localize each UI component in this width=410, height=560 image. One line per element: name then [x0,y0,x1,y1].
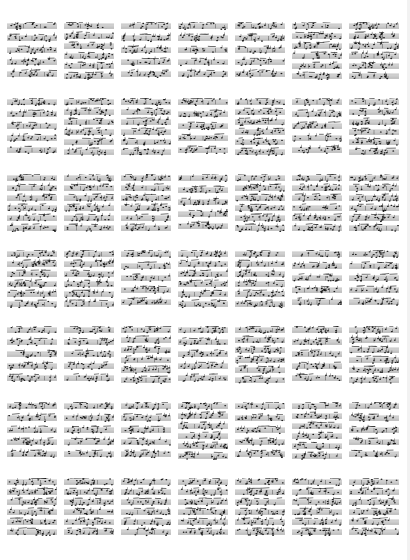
sheet-music-page [177,98,229,162]
sheet-music-page [63,98,115,162]
sheet-music-page [348,22,400,86]
sheet-music-page [63,22,115,86]
sheet-music-page [63,402,115,466]
sheet-music-page [234,250,286,314]
score-page-image [234,326,286,390]
score-page-image [6,402,58,466]
score-page-image [63,98,115,162]
score-page-image [63,326,115,390]
score-page-image [348,478,400,542]
sheet-music-page [63,326,115,390]
sheet-music-page [120,250,172,314]
sheet-music-page [120,402,172,466]
score-page-image [120,478,172,542]
sheet-music-page [177,174,229,238]
sheet-music-page [348,250,400,314]
score-page-image [6,174,58,238]
score-page-image [348,402,400,466]
sheet-music-page [234,478,286,542]
score-page-image [234,478,286,542]
score-page-image [291,250,343,314]
sheet-music-page [6,250,58,314]
sheet-music-page [6,98,58,162]
sheet-music-page [120,174,172,238]
score-page-image [291,402,343,466]
score-page-image [6,250,58,314]
sheet-music-page [63,174,115,238]
score-page-image [6,98,58,162]
score-page-image [177,250,229,314]
score-page-image [291,478,343,542]
score-page-image [6,326,58,390]
sheet-music-page [177,402,229,466]
thumbnail-grid [6,22,406,552]
sheet-music-page [234,174,286,238]
sheet-music-page [177,250,229,314]
sheet-music-page [348,174,400,238]
score-page-image [291,22,343,86]
score-page-image [177,478,229,542]
sheet-music-page [120,478,172,542]
sheet-music-page [63,250,115,314]
score-page-image [234,250,286,314]
score-page-image [177,22,229,86]
score-page-image [291,98,343,162]
sheet-music-page [177,22,229,86]
sheet-music-page [120,326,172,390]
sheet-music-page [234,326,286,390]
score-page-image [120,402,172,466]
sheet-music-page [291,22,343,86]
score-page-image [120,250,172,314]
score-page-image [63,478,115,542]
score-page-image [291,174,343,238]
score-page-image [234,98,286,162]
sheet-music-page [6,174,58,238]
score-page-image [348,174,400,238]
score-page-image [348,98,400,162]
sheet-music-page [291,98,343,162]
sheet-music-page [6,326,58,390]
score-page-image [120,326,172,390]
score-page-image [177,402,229,466]
score-page-image [6,22,58,86]
score-page-image [348,22,400,86]
sheet-music-page [6,478,58,542]
score-page-image [348,326,400,390]
score-page-image [120,174,172,238]
sheet-music-page [291,478,343,542]
score-page-image [234,402,286,466]
sheet-music-page [234,98,286,162]
score-page-image [63,402,115,466]
sheet-music-page [291,402,343,466]
score-page-image [348,250,400,314]
sheet-music-page [120,22,172,86]
sheet-music-page [234,402,286,466]
score-page-image [234,22,286,86]
sheet-music-page [63,478,115,542]
score-page-image [177,98,229,162]
sheet-music-page [177,478,229,542]
score-page-image [177,326,229,390]
sheet-music-page [348,478,400,542]
score-page-image [6,478,58,542]
score-page-image [120,98,172,162]
sheet-music-page [6,22,58,86]
score-page-image [234,174,286,238]
score-page-image [177,174,229,238]
score-page-image [63,250,115,314]
sheet-music-page [234,22,286,86]
sheet-music-page [348,98,400,162]
score-page-image [63,22,115,86]
sheet-music-page [120,98,172,162]
sheet-music-page [348,326,400,390]
score-page-image [120,22,172,86]
sheet-music-page [348,402,400,466]
sheet-music-page [177,326,229,390]
sheet-music-page [291,174,343,238]
score-page-image [291,326,343,390]
sheet-music-page [291,250,343,314]
score-page-image [63,174,115,238]
sheet-music-page [291,326,343,390]
sheet-music-page [6,402,58,466]
